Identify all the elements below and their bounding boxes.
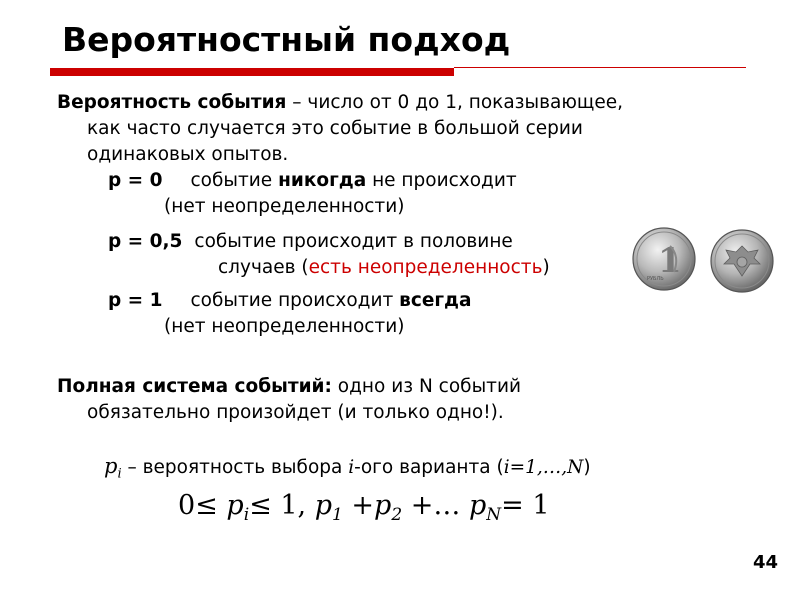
formula-sub-i: i (243, 505, 250, 525)
full-system-line-2: обязательно произойдет (и только одно!). (87, 402, 504, 423)
ruble-coin-icon (630, 222, 780, 300)
pi-subscript: i (117, 466, 122, 482)
formula-p2: p (374, 490, 392, 521)
slide-title: Вероятностный подход (62, 20, 511, 59)
case-p05-pre: событие происходит в половине (194, 231, 513, 252)
pi-definition (104, 453, 591, 488)
case-p05-value: p = 0,5 (108, 231, 183, 252)
definition-line-3: одинаковых опытов. (87, 144, 289, 165)
case-p1-bold: всегда (399, 290, 472, 311)
definition-line-1 (57, 90, 623, 116)
coins-image (630, 222, 780, 300)
svg-text:1: 1 (658, 241, 682, 281)
formula-plus1: + (342, 490, 375, 521)
formula-sub-2: 2 (391, 505, 403, 525)
definition-text: – число от 0 до 1, показывающее, (286, 92, 623, 113)
formula-sub-1: 1 (331, 505, 343, 525)
case-p05-line-2 (218, 255, 550, 281)
case-p1-line-1 (108, 288, 471, 314)
case-p0-line-1 (108, 168, 517, 194)
case-p0-line-2: (нет неопределенности) (164, 196, 405, 217)
case-p05-line2-pre: случаев ( (218, 257, 309, 278)
case-p0-bold: никогда (278, 170, 367, 191)
full-system-term: Полная система событий: (57, 376, 332, 397)
pi-text: – вероятность выбора (121, 457, 349, 478)
case-p05-line2-post: ) (542, 257, 550, 278)
case-p1-pre: событие происходит (190, 290, 400, 311)
formula-p1: p (314, 490, 332, 521)
formula-eq: = 1 (501, 490, 550, 521)
pi-text2: -ого варианта ( (354, 457, 504, 478)
title-thin-rule (454, 67, 746, 68)
title-underline (50, 68, 454, 76)
full-system-line-1 (57, 374, 521, 400)
formula-p: p (226, 490, 244, 521)
case-p1-line-2: (нет неопределенности) (164, 316, 405, 337)
formula-sub-N: N (486, 505, 502, 525)
pi-symbol: p (104, 454, 118, 478)
definition-term: Вероятность события (57, 92, 287, 113)
pi-range: i=1,…,N (503, 457, 584, 478)
case-p05-red-text: есть неопределенность (308, 257, 543, 278)
pi-i: i (348, 457, 355, 478)
pi-close: ) (583, 457, 591, 478)
full-system-text: одно из N событий (331, 376, 521, 397)
formula-pN: p (468, 490, 487, 521)
formula-plus2: +… (402, 490, 469, 521)
case-p0-pre: событие (190, 170, 279, 191)
case-p0-value: p = 0 (108, 170, 163, 191)
svg-text:РУБЛЬ: РУБЛЬ (647, 276, 664, 282)
formula-part1: 0≤ (178, 490, 227, 521)
case-p05-line-1 (108, 229, 513, 255)
formula-part2: ≤ 1, (249, 490, 315, 521)
probability-formula (178, 490, 550, 525)
case-p1-value: p = 1 (108, 290, 163, 311)
page-number: 44 (752, 552, 778, 573)
definition-line-2: как часто случается это событие в большой серии (87, 118, 583, 139)
case-p0-post: не происходит (366, 170, 517, 191)
